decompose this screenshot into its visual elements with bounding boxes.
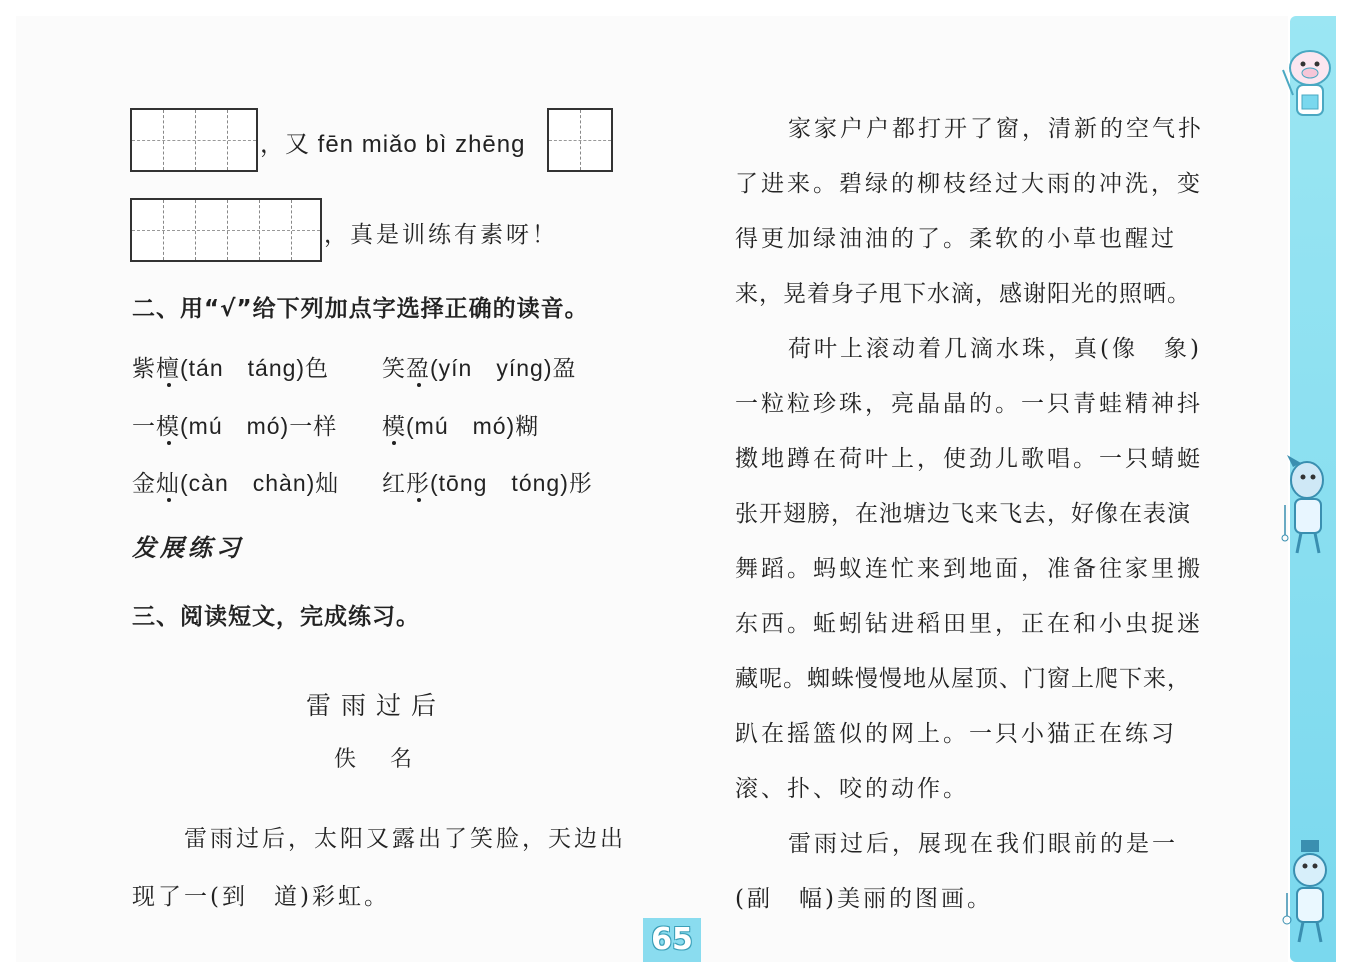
emphasis-dot — [167, 498, 171, 502]
passage-line: 藏呢。蜘蛛慢慢地从屋顶、门窗上爬下来， — [735, 666, 1191, 692]
dog-cartoon-icon — [1275, 455, 1345, 565]
question-3-heading: 三、阅读短文，完成练习。 — [132, 604, 420, 630]
story-line-1: 雷雨过后，太阳又露出了笑脸，天边出 — [184, 826, 626, 852]
passage-line: 舞蹈。蚂蚁连忙来到地面，准备往家里搬 — [735, 556, 1203, 582]
q2-item-2[interactable]: 笑盈(yín yíng)盈 — [382, 355, 577, 381]
passage-line: 东西。蚯蚓钻进稻田里，正在和小虫捉迷 — [735, 611, 1203, 637]
q2-item-1[interactable]: 紫檀(tán táng)色 — [132, 355, 330, 381]
emphasis-dot — [417, 383, 421, 387]
passage-line: 雷雨过后，展现在我们眼前的是一 — [788, 831, 1178, 857]
q2-item-4[interactable]: 模(mú mó)糊 — [382, 413, 540, 439]
passage-line: 滚、扑、咬的动作。 — [735, 776, 969, 802]
question-2-heading: 二、用“√”给下列加点字选择正确的读音。 — [132, 296, 589, 322]
passage-line: 一粒粒珍珠，亮晶晶的。一只青蛙精神抖 — [735, 391, 1203, 417]
passage-line: 来，晃着身子甩下水滴，感谢阳光的照晒。 — [735, 281, 1191, 307]
answer-grid-1char[interactable] — [547, 108, 613, 172]
emphasis-dot — [167, 441, 171, 445]
pig-cartoon-icon — [1275, 40, 1345, 130]
story-title: 雷雨过后 — [306, 691, 447, 720]
story-line-2: 现了一(到 道)彩虹。 — [132, 884, 390, 910]
passage-line: 家家户户都打开了窗，清新的空气扑 — [788, 116, 1204, 142]
passage-line: (副 幅)美丽的图画。 — [735, 886, 993, 912]
sentence-ending: ，真是训练有素呀！ — [324, 222, 558, 248]
emphasis-dot — [167, 383, 171, 387]
passage-line: 张开翅膀，在池塘边飞来飞去，好像在表演 — [735, 501, 1191, 527]
passage-line: 得更加绿油油的了。柔软的小草也醒过 — [735, 226, 1177, 252]
section-title: 发展练习 — [132, 534, 244, 562]
answer-grid-3char[interactable] — [130, 198, 322, 262]
passage-line: 荷叶上滚动着几滴水珠，真(像 象) — [788, 336, 1202, 362]
answer-grid-2char[interactable] — [130, 108, 258, 172]
passage-line: 趴在摇篮似的网上。一只小猫正在练习 — [735, 721, 1177, 747]
passage-line: 了进来。碧绿的柳枝经过大雨的冲洗，变 — [735, 171, 1203, 197]
page-number: 65 — [643, 918, 701, 962]
emphasis-dot — [392, 441, 396, 445]
elephant-cartoon-icon — [1275, 838, 1345, 948]
story-author: 佚 名 — [334, 747, 419, 772]
passage-line: 擞地蹲在荷叶上，使劲儿歌唱。一只蜻蜓 — [735, 446, 1203, 472]
pinyin-line: ，又 fēn miǎo bì zhēng — [260, 131, 526, 158]
q2-item-5[interactable]: 金灿(càn chàn)灿 — [132, 470, 340, 496]
emphasis-dot — [417, 498, 421, 502]
q2-item-6[interactable]: 红彤(tōng tóng)彤 — [382, 470, 593, 496]
q2-item-3[interactable]: 一模(mú mó)一样 — [132, 413, 338, 439]
